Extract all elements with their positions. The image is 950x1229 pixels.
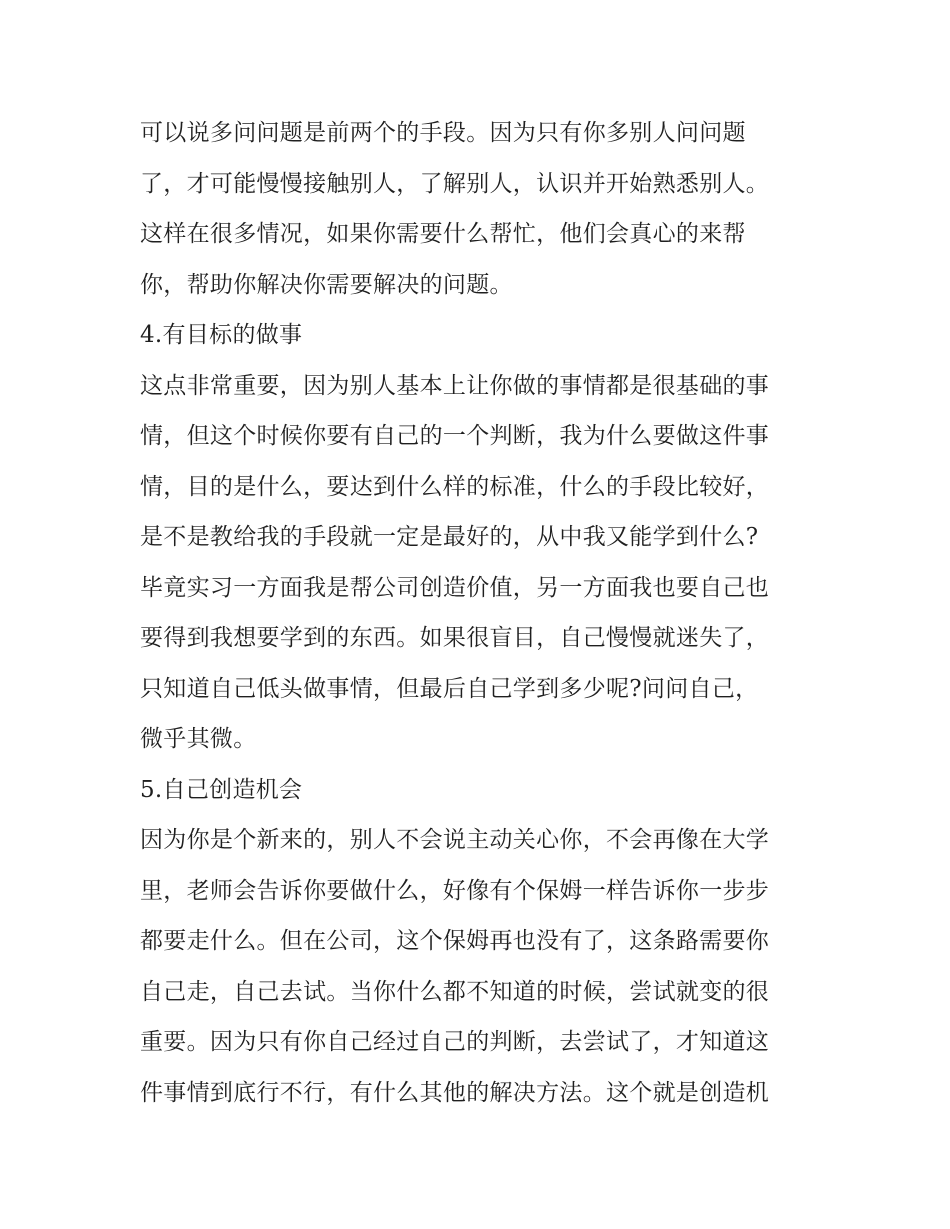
paragraph-line: 毕竟实习一方面我是帮公司创造价值，另一方面我也要自己也: [140, 574, 770, 601]
paragraph-line: 都要走什么。但在公司，这个保姆再也没有了，这条路需要你: [140, 928, 770, 954]
paragraph-line: 自己走，自己去试。当你什么都不知道的时候，尝试就变的很: [140, 978, 770, 1005]
paragraph-line: 里，老师会告诉你要做什么，好像有个保姆一样告诉你一步步: [140, 877, 770, 904]
paragraph-line: 微乎其微。: [140, 726, 257, 752]
section-heading: 4.有目标的做事: [140, 322, 303, 348]
paragraph-line: 只知道自己低头做事情，但最后自己学到多少呢?问问自己，: [140, 675, 759, 702]
paragraph-line: 你，帮助你解决你需要解决的问题。: [140, 271, 513, 298]
paragraph-line: 要得到我想要学到的东西。如果很盲目，自己慢慢就迷失了，: [140, 625, 770, 651]
paragraph-line: 重要。因为只有你自己经过自己的判断，去尝试了，才知道这: [140, 1029, 770, 1055]
paragraph-line: 因为你是个新来的，别人不会说主动关心你，不会再像在大学: [140, 827, 770, 853]
paragraph-line: 件事情到底行不行，有什么其他的解决方法。这个就是创造机: [140, 1079, 770, 1106]
paragraph-line: 是不是教给我的手段就一定是最好的，从中我又能学到什么?: [140, 524, 759, 550]
document-body: [140, 108, 830, 1118]
paragraph-line: 这点非常重要，因为别人基本上让你做的事情都是很基础的事: [140, 372, 770, 399]
section-heading: 5.自己创造机会: [140, 776, 303, 803]
paragraph-line: 情，但这个时候你要有自己的一个判断，我为什么要做这件事: [140, 423, 770, 449]
paragraph-line: 了，才可能慢慢接触别人，了解别人，认识并开始熟悉别人。: [140, 170, 770, 197]
paragraph-line: 这样在很多情况，如果你需要什么帮忙，他们会真心的来帮: [140, 221, 746, 247]
paragraph-line: 情，目的是什么，要达到什么样的标准，什么的手段比较好，: [140, 473, 770, 500]
paragraph-line: 可以说多问问题是前两个的手段。因为只有你多别人问问题: [140, 120, 746, 146]
